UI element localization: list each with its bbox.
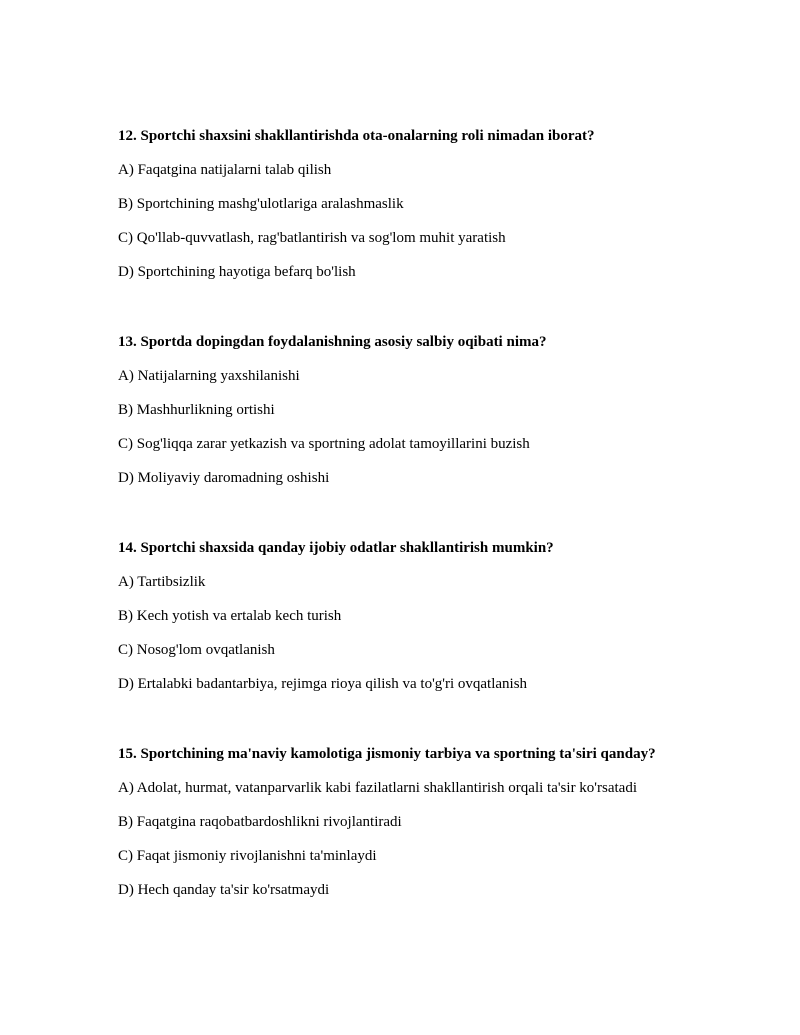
answer-option-a: A) Tartibsizlik bbox=[118, 574, 206, 590]
answer-option-c: C) Qo'llab-quvvatlash, rag'batlantirish va sog'lom muhit yaratish bbox=[118, 230, 506, 246]
answer-option-d: D) Ertalabki badantarbiya, rejimga rioya qilish va to'g'ri ovqatlanish bbox=[118, 676, 528, 692]
document-page bbox=[118, 126, 758, 950]
answer-option-b: B) Faqatgina raqobatbardoshlikni rivojlantiradi bbox=[118, 814, 402, 830]
answer-option-c: C) Faqat jismoniy rivojlanishni ta'minlaydi bbox=[118, 848, 377, 864]
question-15 bbox=[118, 744, 758, 900]
answer-option-b: B) Sportchining mashg'ulotlariga aralashmaslik bbox=[118, 196, 404, 212]
answer-option-c: C) Sog'liqqa zarar yetkazish va sportning adolat tamoyillarini buzish bbox=[118, 436, 530, 452]
answer-option-d: D) Hech qanday ta'sir ko'rsatmaydi bbox=[118, 882, 330, 898]
answer-option-a: A) Natijalarning yaxshilanishi bbox=[118, 368, 300, 384]
question-title: 12. Sportchi shaxsini shakllantirishda ota-onalarning roli nimadan iborat? bbox=[118, 128, 595, 144]
answer-option-c: C) Nosog'lom ovqatlanish bbox=[118, 642, 275, 658]
question-title: 14. Sportchi shaxsida qanday ijobiy odatlar shakllantirish mumkin? bbox=[118, 540, 554, 556]
question-title: 15. Sportchining ma'naviy kamolotiga jismoniy tarbiya va sportning ta'siri qanday? bbox=[118, 746, 656, 762]
question-13 bbox=[118, 332, 758, 488]
answer-option-b: B) Kech yotish va ertalab kech turish bbox=[118, 608, 342, 624]
answer-option-d: D) Sportchining hayotiga befarq bo'lish bbox=[118, 264, 356, 280]
question-12 bbox=[118, 126, 758, 282]
answer-option-a: A) Faqatgina natijalarni talab qilish bbox=[118, 162, 332, 178]
question-14 bbox=[118, 538, 758, 694]
answer-option-a: A) Adolat, hurmat, vatanparvarlik kabi fazilatlarni shakllantirish orqali ta'sir ko'rsatadi bbox=[118, 780, 637, 796]
answer-option-b: B) Mashhurlikning ortishi bbox=[118, 402, 275, 418]
question-title: 13. Sportda dopingdan foydalanishning asosiy salbiy oqibati nima? bbox=[118, 334, 547, 350]
answer-option-d: D) Moliyaviy daromadning oshishi bbox=[118, 470, 330, 486]
